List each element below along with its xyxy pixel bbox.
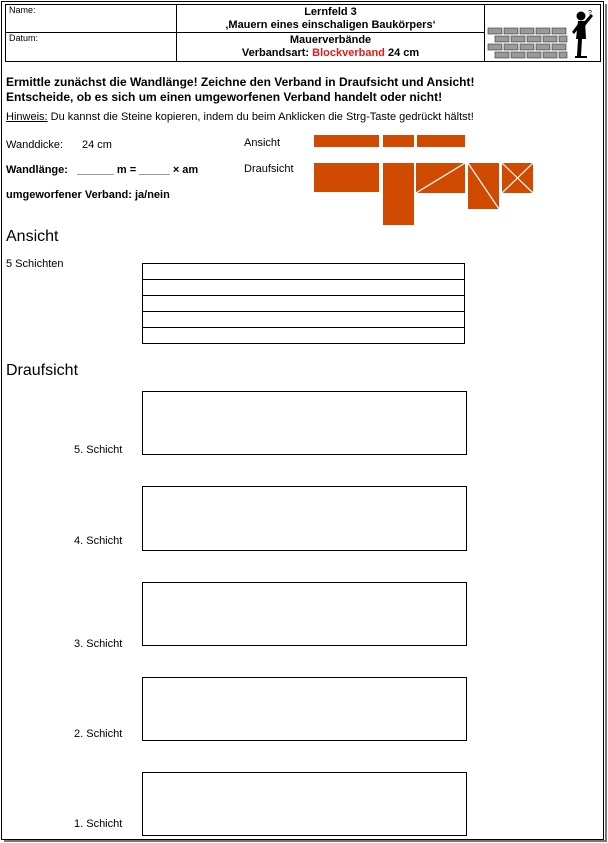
layer-label-5: 5. Schicht bbox=[74, 444, 123, 456]
course-line bbox=[143, 311, 464, 312]
layer-drawing-area-1[interactable] bbox=[142, 772, 467, 836]
brick-diagonal-cut-plan[interactable] bbox=[416, 163, 465, 193]
hint-label: Hinweis: bbox=[6, 111, 48, 123]
logo-wall-figure bbox=[485, 6, 600, 60]
wandlaenge-field[interactable]: Wandlänge: ______ m = _____ × am bbox=[6, 164, 199, 176]
brick-stretcher-view[interactable] bbox=[314, 135, 379, 147]
course-line bbox=[143, 295, 464, 296]
name-label: Name: bbox=[9, 5, 36, 15]
brick-stretcher-plan[interactable] bbox=[314, 163, 379, 192]
brick-header-plan[interactable] bbox=[383, 163, 414, 225]
brick-header-view[interactable] bbox=[383, 135, 414, 147]
task-line-1: Ermittle zunächst die Wandlänge! Zeichne den Verband in Draufsicht und Ansicht! bbox=[6, 75, 475, 89]
subject-text: ‚Mauern eines einschaligen Baukörpers‘ bbox=[225, 19, 436, 31]
name-field[interactable] bbox=[10, 17, 170, 30]
ansicht-title: Ansicht bbox=[6, 228, 59, 245]
header-lernfeld bbox=[177, 6, 484, 32]
ansicht-drawing-area[interactable] bbox=[142, 263, 465, 344]
draufsicht-title: Draufsicht bbox=[6, 362, 79, 379]
layer-drawing-area-4[interactable] bbox=[142, 486, 467, 551]
verbandsart-highlight: Blockverband bbox=[312, 47, 385, 59]
verbandsart-suffix: 24 cm bbox=[384, 47, 420, 59]
wanddicke-label: Wanddicke: bbox=[6, 139, 64, 151]
layer-label-1: 1. Schicht bbox=[74, 818, 123, 830]
hint-text: Du kannst die Steine kopieren, indem du beim Anklicken die Strg-Taste gedrückt hältst! bbox=[47, 111, 474, 123]
layer-label-3: 3. Schicht bbox=[74, 638, 123, 650]
verbandsart-line bbox=[177, 47, 484, 60]
topic-text: Mauerverbände bbox=[289, 34, 372, 46]
brick-wall-icon bbox=[485, 6, 600, 60]
header-topic bbox=[177, 34, 484, 60]
brick-diagonal-header-plan[interactable] bbox=[468, 163, 499, 209]
draufsicht-legend-label: Draufsicht bbox=[244, 163, 294, 175]
wanddicke-value: 24 cm bbox=[82, 139, 112, 151]
brick-cross-cut-plan[interactable] bbox=[502, 163, 533, 193]
verbandsart-prefix: Verbandsart: bbox=[241, 47, 313, 59]
hint-line bbox=[6, 111, 474, 123]
layer-label-2: 2. Schicht bbox=[74, 728, 123, 740]
course-line bbox=[143, 279, 464, 280]
ansicht-legend-label: Ansicht bbox=[244, 137, 281, 149]
course-line bbox=[143, 327, 464, 328]
lernfeld-text: Lernfeld 3 bbox=[304, 6, 357, 18]
layer-drawing-area-2[interactable] bbox=[142, 677, 467, 741]
layer-drawing-area-5[interactable] bbox=[142, 391, 467, 455]
layer-label-4: 4. Schicht bbox=[74, 535, 123, 547]
datum-label: Datum: bbox=[9, 33, 39, 43]
brick-three-quarter-view[interactable] bbox=[417, 135, 465, 147]
task-line-2: Entscheide, ob es sich um einen umgeworfenen Verband handelt oder nicht! bbox=[6, 90, 443, 104]
svg-text:?: ? bbox=[588, 10, 592, 17]
datum-field[interactable] bbox=[10, 45, 170, 58]
header-divider bbox=[6, 32, 484, 33]
umgeworfen-field[interactable]: umgeworfener Verband: ja/nein bbox=[6, 189, 170, 201]
layer-drawing-area-3[interactable] bbox=[142, 582, 467, 646]
header-table bbox=[5, 4, 601, 62]
schichten-label: 5 Schichten bbox=[6, 258, 64, 270]
